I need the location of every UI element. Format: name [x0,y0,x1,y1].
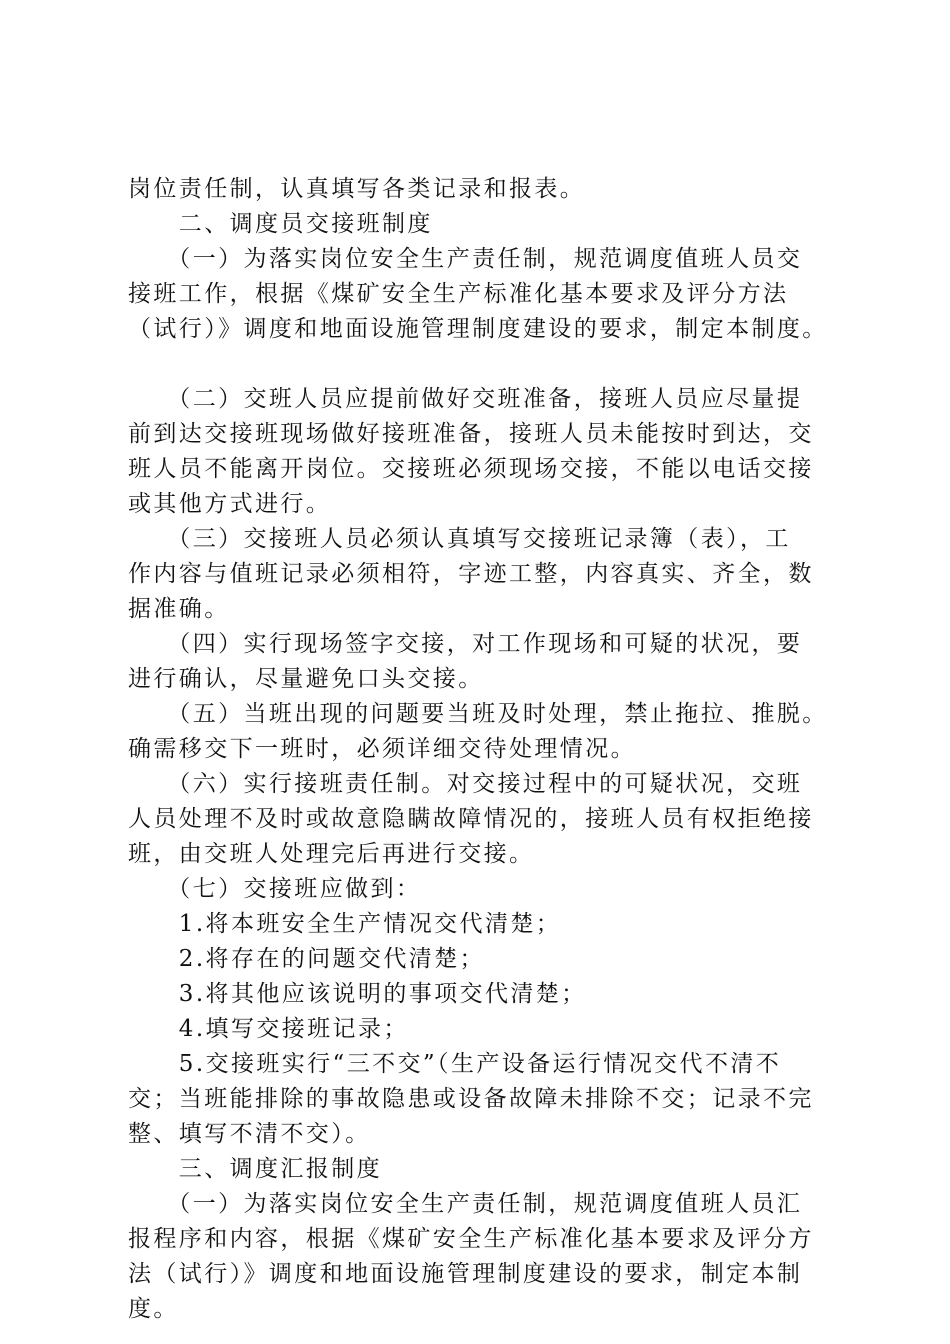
text-line: （一）为落实岗位安全生产责任制，规范调度值班人员汇 [128,1191,803,1217]
text-line: 法（试行）》调度和地面设施管理制度建设的要求，制定本制 [128,1261,803,1287]
text-line: 接班工作，根据《煤矿安全生产标准化基本要求及评分方法 [128,281,789,307]
text-line: 整、填写不清不交）。 [128,1121,371,1147]
text-line: 度。 [128,1296,179,1322]
list-item: 2.将存在的问题交代清楚； [128,946,485,972]
text-line: （二）交班人员应提前做好交班准备，接班人员应尽量提 [128,386,803,412]
text-line: 交；当班能排除的事故隐患或设备故障未排除不交；记录不完 [128,1086,814,1112]
text-line: （试行）》调度和地面设施管理制度建设的要求，制定本制度。 [128,316,828,342]
list-item: 3.将其他应该说明的事项交代清楚； [128,981,587,1007]
document-body [128,172,838,1327]
text-line: （六）实行接班责任制。对交接过程中的可疑状况，交班 [128,771,803,797]
text-line: 作内容与值班记录必须相符，字迹工整，内容真实、齐全，数 [128,561,814,587]
text-line: 据准确。 [128,596,230,622]
blank-line [128,347,838,382]
text-line: 人员处理不及时或故意隐瞒故障情况的，接班人员有权拒绝接 [128,806,814,832]
text-line: 前到达交接班现场做好接班准备，接班人员未能按时到达，交 [128,421,814,447]
text-line: 班人员不能离开岗位。交接班必须现场交接，不能以电话交接 [128,456,814,482]
text-line: （三）交接班人员必须认真填写交接班记录簿（表），工 [128,526,791,552]
text-line: 岗位责任制，认真填写各类记录和报表。 [128,176,586,202]
text-line: （一）为落实岗位安全生产责任制，规范调度值班人员交 [128,246,803,272]
list-item: 5.交接班实行“三不交”（生产设备运行情况交代不清不 [128,1051,782,1077]
text-line: 报程序和内容，根据《煤矿安全生产标准化基本要求及评分方 [128,1226,814,1252]
text-line: 确需移交下一班时，必须详细交待处理情况。 [128,736,636,762]
text-line: 进行确认，尽量避免口头交接。 [128,666,484,692]
text-line: （五）当班出现的问题要当班及时处理，禁止拖拉、推脱。 [128,701,828,727]
section-heading: 二、调度员交接班制度 [128,211,433,237]
list-item: 4.填写交接班记录； [128,1016,409,1042]
text-line: （四）实行现场签字交接，对工作现场和可疑的状况，要 [128,631,803,657]
section-heading: 三、调度汇报制度 [128,1156,382,1182]
text-line: 或其他方式进行。 [128,491,332,517]
text-line: （七）交接班应做到： [128,876,422,902]
list-item: 1.将本班安全生产情况交代清楚； [128,911,562,937]
text-line: 班，由交班人处理完后再进行交接。 [128,841,535,867]
